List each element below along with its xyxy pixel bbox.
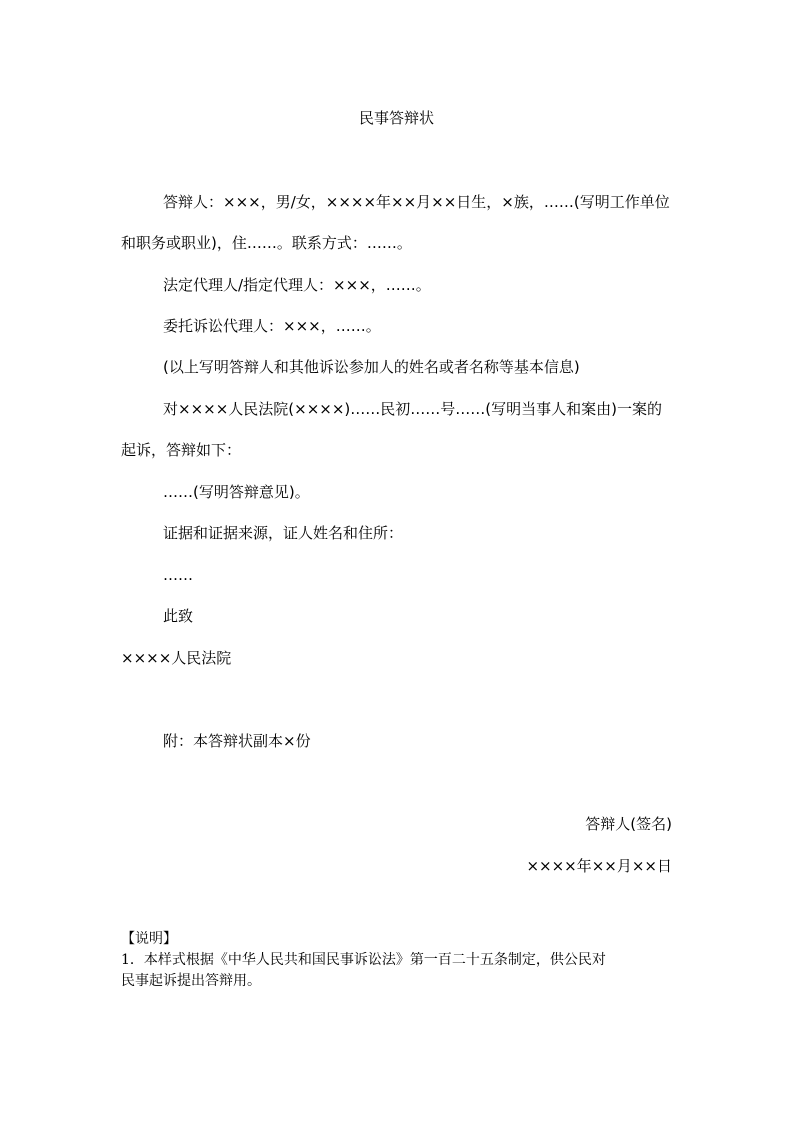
ellipsis-line: …… [163, 566, 193, 584]
case-line-1: 对××××人民法院(××××)……民初……号……(写明当事人和案由)一案的 [163, 400, 662, 418]
explanation-item-1-line-1: 1．本样式根据《中华人民共和国民事诉讼法》第一百二十五条制定，供公民对 [121, 952, 606, 968]
respondent-line-2: 和职务或职业)，住……。联系方式：……。 [121, 234, 412, 252]
explanation-item-1-line-2: 民事起诉提出答辩用。 [121, 973, 261, 989]
agent-line: 委托诉讼代理人：×××，……。 [163, 317, 381, 335]
court-line: ××××人民法院 [121, 649, 232, 667]
respondent-line-1: 答辩人：×××，男/女，××××年××月××日生，×族，……(写明工作单位 [163, 193, 670, 211]
date-line: ××××年××月××日 [526, 857, 672, 875]
signer-line: 答辩人(签名) [585, 815, 672, 833]
opinion-line: ……(写明答辩意见)。 [163, 483, 310, 501]
salutation-line: 此致 [163, 607, 194, 625]
attachment-line: 附：本答辩状副本×份 [163, 732, 311, 750]
document-title: 民事答辩状 [358, 109, 434, 127]
explanation-heading: 【说明】 [121, 931, 177, 947]
info-note-line: (以上写明答辩人和其他诉讼参加人的姓名或者名称等基本信息) [163, 358, 580, 376]
case-line-2: 起诉，答辩如下： [121, 441, 242, 459]
evidence-line: 证据和证据来源，证人姓名和住所： [163, 524, 404, 542]
legal-representative-line: 法定代理人/指定代理人：×××，……。 [163, 276, 431, 294]
